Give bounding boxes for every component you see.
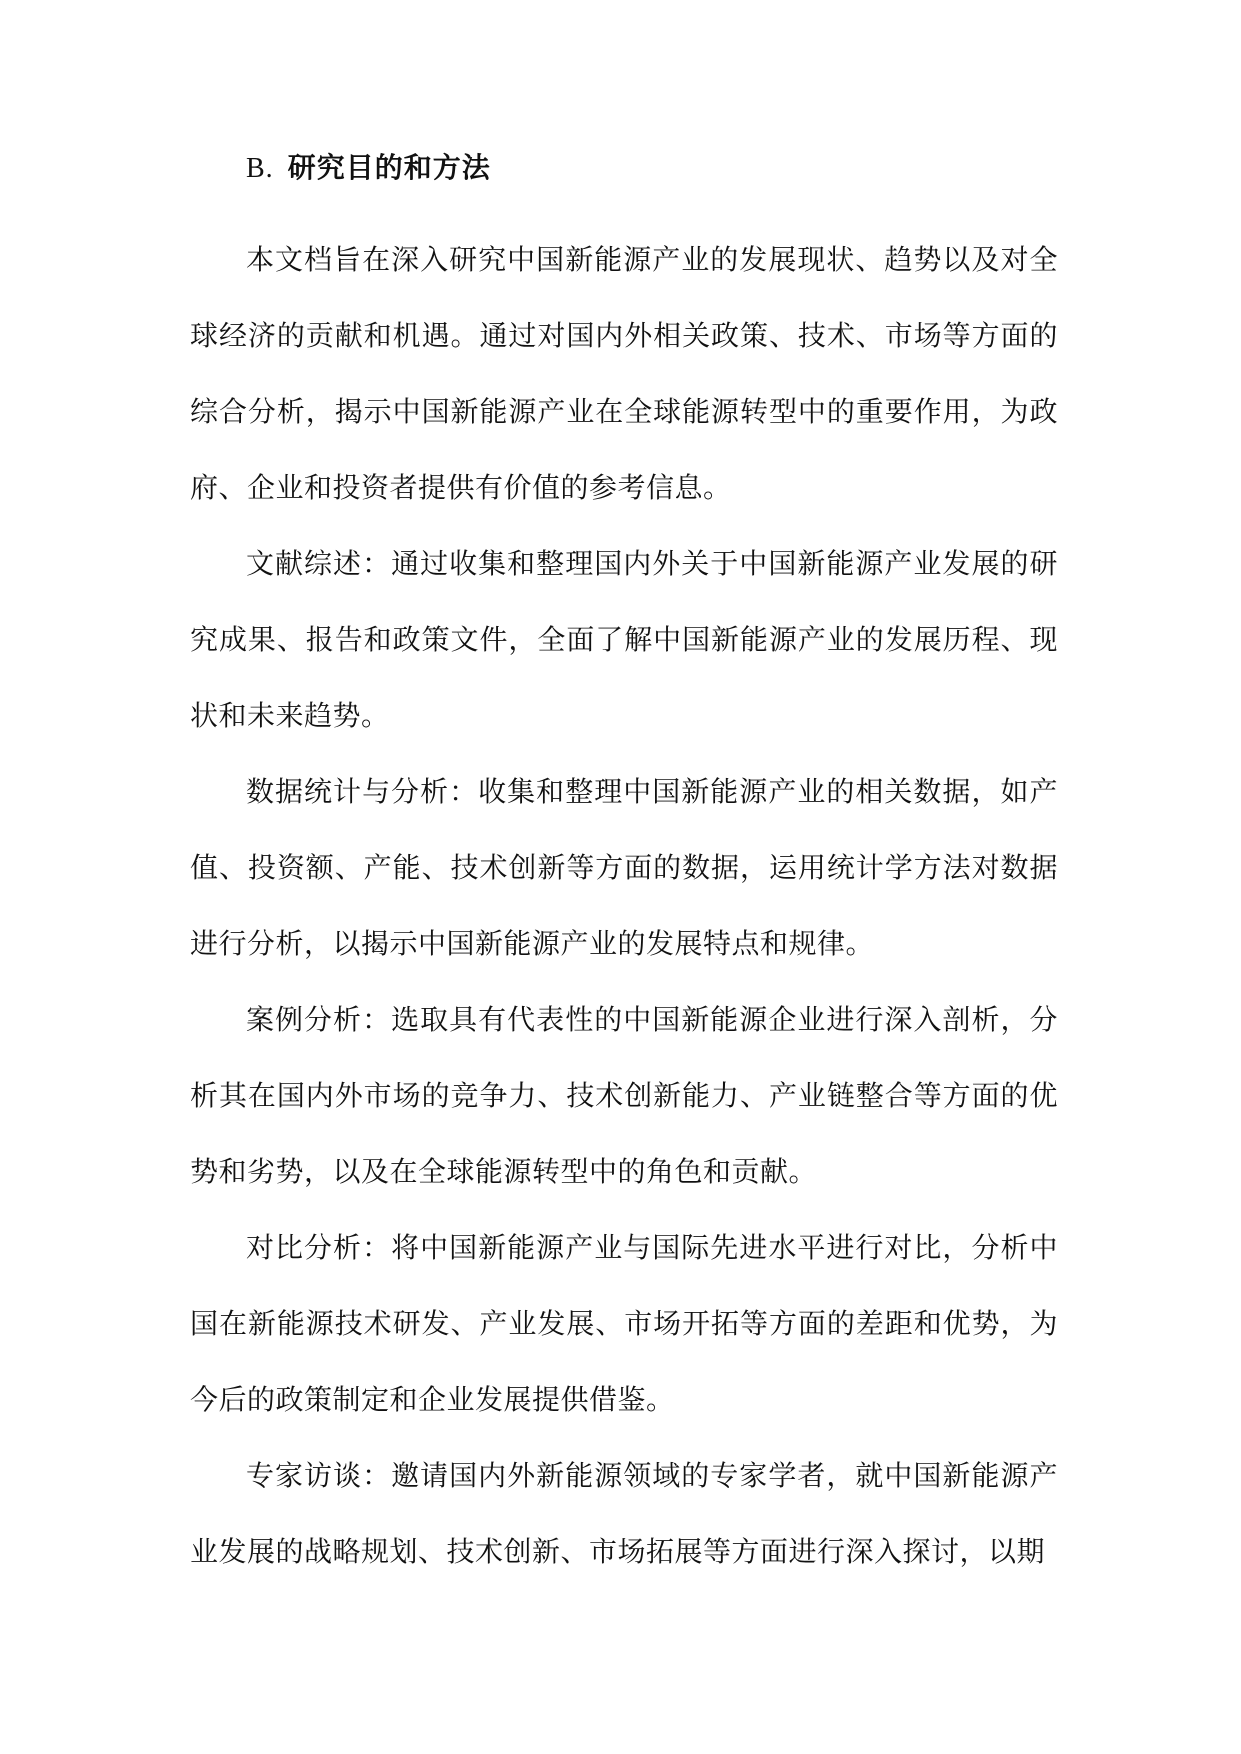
paragraph-data-analysis: 数据统计与分析：收集和整理中国新能源产业的相关数据，如产值、投资额、产能、技术创新等方面的数据，运用统计学方法对数据进行分析，以揭示中国新能源产业的发展特点和规律。 <box>190 775 1058 960</box>
paragraph-case-study: 案例分析：选取具有代表性的中国新能源企业进行深入剖析，分析其在国内外市场的竞争力、技术创新能力、产业链整合等方面的优势和劣势，以及在全球能源转型中的角色和贡献。 <box>190 1003 1058 1188</box>
paragraph-comparative-analysis: 对比分析：将中国新能源产业与国际先进水平进行对比，分析中国在新能源技术研发、产业发展、市场开拓等方面的差距和优势，为今后的政策制定和企业发展提供借鉴。 <box>190 1231 1058 1416</box>
section-number: B. <box>246 153 274 184</box>
paragraph-literature-review: 文献综述：通过收集和整理国内外关于中国新能源产业发展的研究成果、报告和政策文件，全面了解中国新能源产业的发展历程、现状和未来趋势。 <box>190 547 1058 732</box>
section-body <box>190 145 1058 1590</box>
section-title: 研究目的和方法 <box>287 151 491 184</box>
paragraph-expert-interview: 专家访谈：邀请国内外新能源领域的专家学者，就中国新能源产业发展的战略规划、技术创新、市场拓展等方面进行深入探讨，以期 <box>190 1459 1058 1568</box>
section-heading <box>190 145 1058 192</box>
paragraph-purpose: 本文档旨在深入研究中国新能源产业的发展现状、趋势以及对全球经济的贡献和机遇。通过对国内外相关政策、技术、市场等方面的综合分析，揭示中国新能源产业在全球能源转型中的重要作用，为政府、企业和投资者提供有价值的参考信息。 <box>190 243 1058 504</box>
